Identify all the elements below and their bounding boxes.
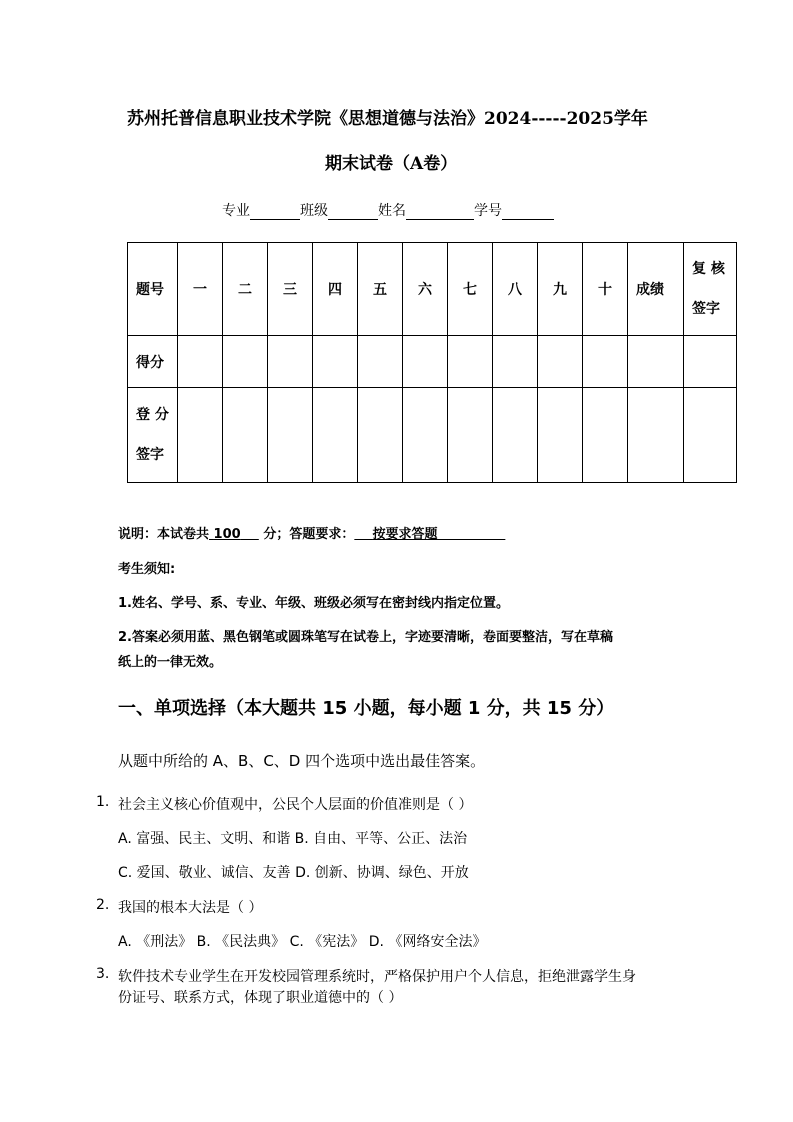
column-header: 九 bbox=[538, 243, 583, 336]
question-number-header: 题号 bbox=[128, 243, 178, 336]
score-cell[interactable] bbox=[313, 336, 358, 388]
question-text: 社会主义核心价值观中，公民个人层面的价值准则是（ ） bbox=[118, 797, 473, 813]
column-header: 四 bbox=[313, 243, 358, 336]
class-blank[interactable] bbox=[328, 204, 378, 220]
question-options: A. 富强、民主、文明、和谐 B. 自由、平等、公正、法治 bbox=[118, 831, 468, 847]
score-cell[interactable] bbox=[538, 336, 583, 388]
sign-cell[interactable] bbox=[628, 388, 684, 483]
question-number: 3. bbox=[96, 966, 110, 982]
sign-cell[interactable] bbox=[403, 388, 448, 483]
column-header: 五 bbox=[358, 243, 403, 336]
sign-cell[interactable] bbox=[178, 388, 223, 483]
name-label: 姓名 bbox=[378, 203, 406, 219]
review-label-2: 签字 bbox=[692, 301, 720, 317]
score-cell[interactable] bbox=[448, 336, 493, 388]
sign-cell[interactable] bbox=[583, 388, 628, 483]
total-points-value: 100 bbox=[213, 527, 241, 542]
register-label-2: 签字 bbox=[136, 447, 164, 463]
section-heading: 一、单项选择（本大题共 15 小题，每小题 1 分，共 15 分） bbox=[118, 698, 615, 719]
description-prefix: 说明：本试卷共 bbox=[118, 527, 210, 542]
exam-title-line2: 期末试卷（A卷） bbox=[325, 154, 458, 174]
sign-cell[interactable] bbox=[223, 388, 268, 483]
column-header: 七 bbox=[448, 243, 493, 336]
student-info-row bbox=[222, 200, 554, 220]
notice-item-2-line2: 纸上的一律无效。 bbox=[118, 655, 223, 670]
score-row-label: 得分 bbox=[128, 336, 178, 388]
class-label: 班级 bbox=[300, 203, 328, 219]
score-cell[interactable] bbox=[268, 336, 313, 388]
student-id-blank[interactable] bbox=[502, 204, 554, 220]
score-cell[interactable] bbox=[684, 336, 737, 388]
description-mid: 分；答题要求： bbox=[263, 527, 355, 542]
sign-cell[interactable] bbox=[358, 388, 403, 483]
register-sign-label bbox=[128, 388, 178, 483]
notice-item-1: 1.姓名、学号、系、专业、年级、班级必须写在密封线内指定位置。 bbox=[118, 596, 509, 611]
sign-cell[interactable] bbox=[268, 388, 313, 483]
question-text: 份证号、联系方式，体现了职业道德中的（ ） bbox=[118, 990, 403, 1006]
answer-requirement bbox=[354, 527, 505, 542]
column-header: 二 bbox=[223, 243, 268, 336]
major-blank[interactable] bbox=[250, 204, 300, 220]
sign-cell[interactable] bbox=[313, 388, 358, 483]
column-header: 三 bbox=[268, 243, 313, 336]
question-options: A. 《刑法》 B. 《民法典》 C. 《宪法》 D. 《网络安全法》 bbox=[118, 934, 487, 950]
section-intro: 从题中所给的 A、B、C、D 四个选项中选出最佳答案。 bbox=[118, 752, 486, 770]
notice-item-2-line1: 2.答案必须用蓝、黑色钢笔或圆珠笔写在试卷上，字迹要清晰，卷面要整洁，写在草稿 bbox=[118, 630, 613, 645]
score-table bbox=[127, 242, 737, 483]
score-cell[interactable] bbox=[403, 336, 448, 388]
sign-cell[interactable] bbox=[684, 388, 737, 483]
column-header: 一 bbox=[178, 243, 223, 336]
column-header: 六 bbox=[403, 243, 448, 336]
score-cell[interactable] bbox=[358, 336, 403, 388]
question-number: 2. bbox=[96, 897, 110, 913]
score-cell[interactable] bbox=[628, 336, 684, 388]
score-cell[interactable] bbox=[223, 336, 268, 388]
column-header: 十 bbox=[583, 243, 628, 336]
register-label-1: 登 分 bbox=[136, 407, 169, 423]
student-id-label: 学号 bbox=[474, 203, 502, 219]
score-cell[interactable] bbox=[493, 336, 538, 388]
exam-title-line1: 苏州托普信息职业技术学院《思想道德与法治》2024-----2025学年 bbox=[127, 109, 648, 129]
total-score-header: 成绩 bbox=[628, 243, 684, 336]
question-number: 1. bbox=[96, 794, 110, 810]
major-label: 专业 bbox=[222, 203, 250, 219]
table-row bbox=[128, 243, 737, 336]
score-cell[interactable] bbox=[178, 336, 223, 388]
table-row bbox=[128, 388, 737, 483]
column-header: 八 bbox=[493, 243, 538, 336]
table-row bbox=[128, 336, 737, 388]
requirement-value: 按要求答题 bbox=[372, 527, 438, 542]
total-points bbox=[209, 527, 259, 542]
sign-cell[interactable] bbox=[538, 388, 583, 483]
name-blank[interactable] bbox=[406, 204, 474, 220]
notice-title: 考生须知: bbox=[118, 562, 176, 577]
sign-cell[interactable] bbox=[448, 388, 493, 483]
question-text: 我国的根本大法是（ ） bbox=[118, 900, 263, 916]
review-sign-header bbox=[684, 243, 737, 336]
review-label-1: 复 核 bbox=[692, 261, 725, 277]
score-cell[interactable] bbox=[583, 336, 628, 388]
question-text: 软件技术专业学生在开发校园管理系统时，严格保护用户个人信息，拒绝泄露学生身 bbox=[118, 969, 636, 985]
sign-cell[interactable] bbox=[493, 388, 538, 483]
exam-description bbox=[118, 523, 505, 542]
question-options: C. 爱国、敬业、诚信、友善 D. 创新、协调、绿色、开放 bbox=[118, 865, 469, 881]
